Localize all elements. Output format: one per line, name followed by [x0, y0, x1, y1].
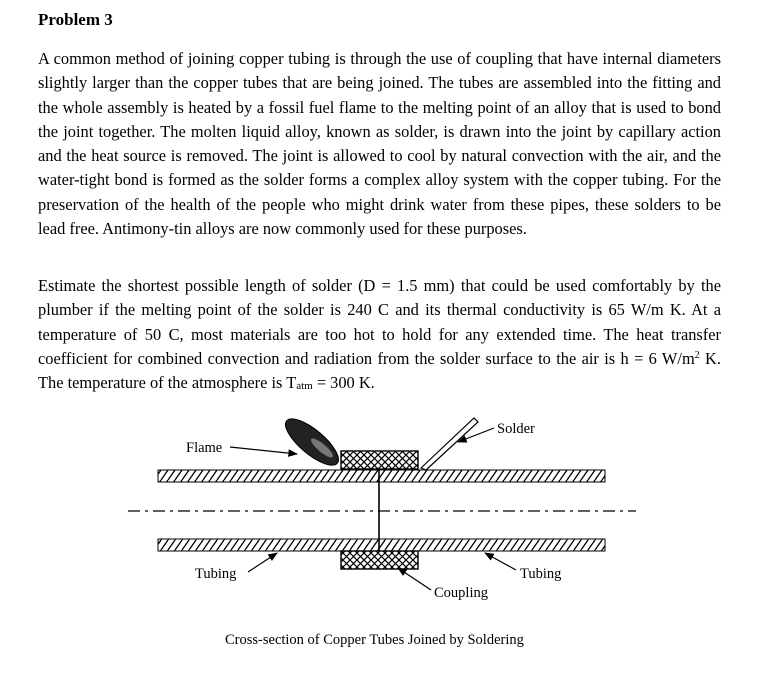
- unit-exponent: 2: [694, 349, 700, 361]
- upper-tube-wall: [158, 470, 605, 482]
- question-text-part3: = 300 K.: [312, 373, 375, 393]
- question-text-part2: K. The temperature of the atmosphere is T: [38, 348, 721, 393]
- solder-label: Solder: [497, 421, 535, 437]
- upper-coupling: [341, 451, 418, 469]
- tubing-left-label: Tubing: [195, 566, 237, 582]
- problem-title: Problem 3: [38, 10, 113, 29]
- coupling-label: Coupling: [434, 585, 488, 601]
- problem-description: A common method of joining copper tubing is through the use of coupling that have internal diameters slightly larger than the copper tubes that are being joined. The tubes are assembled into the fitting and the whole assembly is heated by a fossil fuel flame to the melting point of an alloy that is used to bond the joint together. The molten liquid alloy, known as solder, is drawn into the joint by capillary action and the heat source is removed. The joint is allowed to cool by natural convection with the air, and the water-tight bond is formed as the solder forms a complex alloy system with the copper tubing. For the preservation of the health of the people who might drink water from these pipes, these solders to be lead free. Antimony-tin alloys are now commonly used for these purposes.: [38, 49, 721, 239]
- atm-subscript: atm: [296, 380, 313, 393]
- flame-arrow: [230, 447, 297, 454]
- solder-joint-figure: [0, 400, 763, 699]
- problem-question: [38, 274, 721, 395]
- tubing-left-arrow: [248, 553, 277, 572]
- lower-tube-wall: [158, 539, 605, 551]
- question-text-part1: Estimate the shortest possible length of solder (D = 1.5 mm) that could be used comfortably by the plumber if the melting point of the solder is 240 C and its thermal conductivity is 65 W/m K. At a temperature of 50 C, most materials are too hot to hold for any extended time. The heat transfer coefficient for combined convection and radiation from the solder surface to the air is h = 6 W/m: [38, 276, 721, 368]
- figure-caption: Cross-section of Copper Tubes Joined by Soldering: [225, 632, 524, 648]
- tubing-right-arrow: [485, 553, 516, 570]
- solder-wire: [421, 418, 478, 470]
- coupling-arrow: [398, 568, 431, 590]
- tubing-right-label: Tubing: [520, 566, 562, 582]
- flame-label: Flame: [186, 440, 223, 456]
- lower-coupling: [341, 551, 418, 569]
